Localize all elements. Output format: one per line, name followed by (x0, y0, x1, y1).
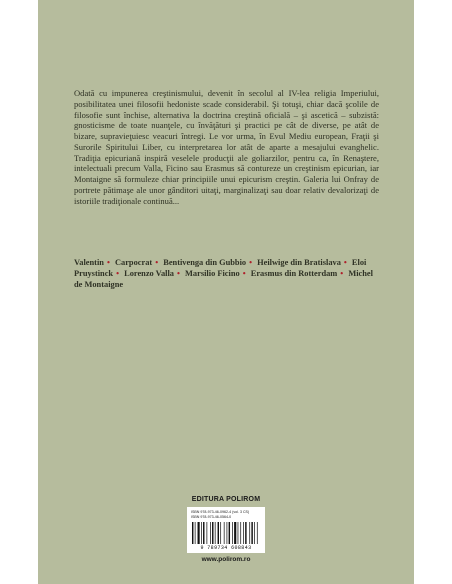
bullet-separator: • (340, 268, 344, 278)
philosopher-name: Valentin (74, 258, 104, 267)
philosopher-name: Bentivenga din Gubbio (163, 258, 247, 267)
bullet-separator: • (116, 268, 120, 278)
publisher-block (162, 496, 290, 563)
bullet-separator: • (242, 268, 246, 278)
philosopher-name: Eloi Pruystinck (74, 258, 367, 278)
philosopher-name: Michel de Montaigne (74, 268, 373, 289)
blurb-text: Odată cu impunerea creştinismului, devenit în secolul al IV-lea religia Imperiului, posibilitatea unei filosofii hedoniste scade considerabil. Şi totuşi, chiar dacă şcolile de filosofie sunt închise, alternativa la doctrina creştină oficială – şi ascetică – subzistă: gnosticisme de toate nuanţele, cu învăţături şi practici pe cât de diverse, pe atât de bizare, supravieţuiesc veacuri întregi. Le vor urma, în Evul Mediu european, Fraţii şi Surorile Spiritului Liber, cu interpretarea lor atât de aparte a mesajului evanghelic. Tradiţia epicuriană inspiră veselele producţii ale goliarzilor, pentru ca, în Renaştere, intelectuali precum Valla, Ficino sau Erasmus să contureze un creştinism epicurian, iar Montaigne să formuleze chiar principiile unui epicurism creştin. Galeria lui Onfray de portrete pătimaşe ale unor gânditori uitaţi, marginalizaţi sau doar relativ devalorizaţi de istoriile tradiţionale continuă... (74, 88, 379, 206)
book-back-cover (38, 0, 414, 584)
publisher-name: EDITURA POLIROM (191, 496, 261, 503)
isbn-line-2: ISBN 978-973-46-0564-0 (191, 515, 232, 519)
philosopher-name: Lorenzo Valla (124, 268, 174, 278)
bullet-separator: • (343, 258, 347, 267)
publisher-website: www.polirom.ro (201, 556, 251, 563)
philosopher-name: Erasmus din Rotterdam (250, 268, 338, 278)
barcode-icon (191, 522, 261, 544)
bullet-separator: • (249, 258, 253, 267)
blurb-paragraph (74, 88, 379, 206)
philosopher-name: Heilwige din Bratislava (257, 258, 341, 267)
philosopher-name: Carpocrat (114, 258, 153, 267)
bullet-separator: • (106, 258, 110, 267)
isbn-line-1: ISBN 978-973-46-0962-4 (vol. 3 CS) (191, 510, 250, 514)
barcode-digits: 9 789734 608843 (200, 545, 252, 551)
isbn-box (187, 507, 265, 553)
philosopher-list (74, 258, 379, 290)
bullet-separator: • (155, 258, 159, 267)
bullet-separator: • (177, 268, 180, 278)
philosopher-name: Marsilio Ficino (185, 268, 240, 278)
